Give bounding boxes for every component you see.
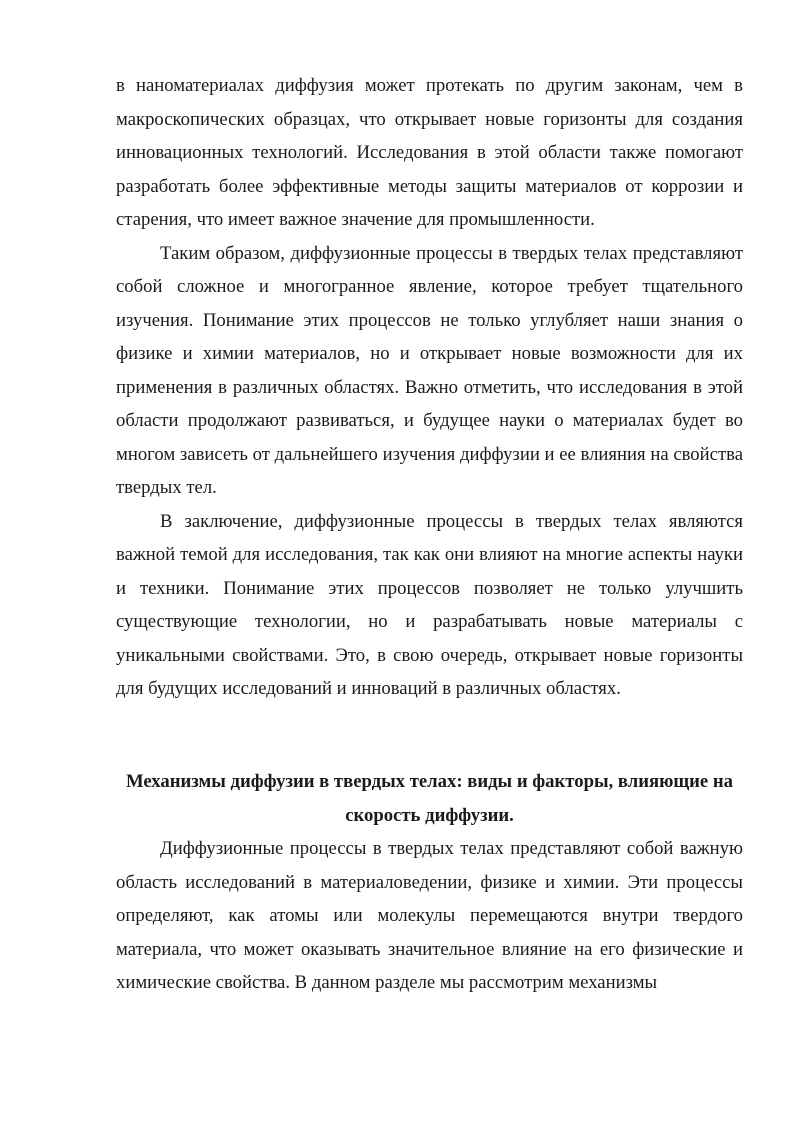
text-block-top bbox=[116, 69, 743, 706]
section-heading: Механизмы диффузии в твердых телах: виды и факторы, влияющие на скорость диффузии. bbox=[125, 771, 734, 826]
paragraph-summary: Таким образом, диффузионные процессы в твердых телах представляют собой сложное и многогранное явление, которое требует тщательного изучения. Понимание этих процессов не только углубляет наши знания о физике и химии материалов, но и открывает новые возможности для их применения в различных областях. Важно отметить, что исследования в этой области продолжают развиваться, и будущее науки о материалах будет во многом зависеть от дальнейшего изучения диффузии и ее влияния на свойства твердых тел. bbox=[116, 242, 743, 498]
paragraph-continuation: в наноматериалах диффузия может протекать по другим законам, чем в макроскопических образцах, что открывает новые горизонты для создания инновационных технологий. Исследования в этой области также помогают разработать более эффективные методы защиты материалов от коррозии и старения, что имеет важное значение для промышленности. bbox=[116, 75, 743, 230]
paragraph-conclusion: В заключение, диффузионные процессы в твердых телах являются важной темой для исследования, так как они влияют на многие аспекты науки и техники. Понимание этих процессов позволяет не только улучшить существующие технологии, но и разрабатывать новые материалы с уникальными свойствами. Это, в свою очередь, открывает новые горизонты для будущих исследований и инноваций в различных областях. bbox=[116, 510, 743, 699]
text-block-section bbox=[116, 765, 743, 1000]
paragraph-section-intro: Диффузионные процессы в твердых телах представляют собой важную область исследований в материаловедении, физике и химии. Эти процессы определяют, как атомы или молекулы перемещаются внутри твердого материала, что может оказывать значительное влияние на его физические и химические свойства. В данном разделе мы рассмотрим механизмы bbox=[116, 838, 743, 993]
